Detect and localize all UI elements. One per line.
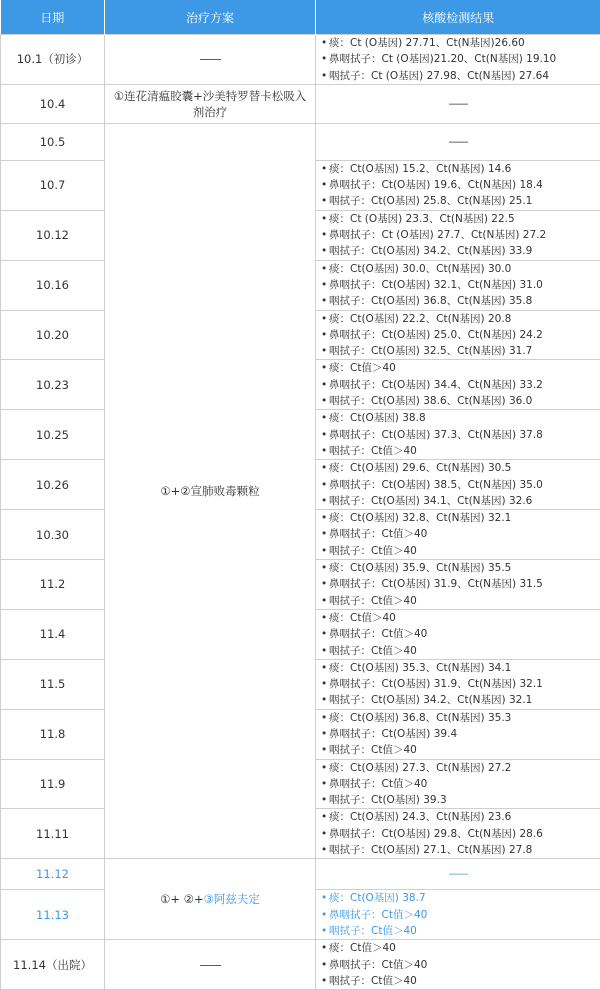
table-row xyxy=(1,940,600,990)
date-cell: 11.2 xyxy=(1,560,105,610)
date-cell: 10.12 xyxy=(1,210,105,260)
result-line: • 痰：Ct(O基因) 30.0、Ct(N基因) 30.0 xyxy=(321,261,600,277)
result-cell xyxy=(316,410,600,460)
result-line: • 鼻咽拭子：Ct (O基因)21.20、Ct(N基因) 19.10 xyxy=(321,51,600,67)
result-line: • 鼻咽拭子：Ct(O基因) 32.1、Ct(N基因) 31.0 xyxy=(321,277,600,293)
result-line: • 鼻咽拭子：Ct值＞40 xyxy=(321,626,600,642)
date-cell: 11.5 xyxy=(1,659,105,709)
date-cell: 10.25 xyxy=(1,410,105,460)
result-line: • 咽拭子：Ct值＞40 xyxy=(321,973,600,989)
treatment-prefix: ①+ ②+ xyxy=(160,892,204,906)
result-line: • 痰：Ct(O基因) 24.3、Ct(N基因) 23.6 xyxy=(321,809,600,825)
treatment-highlight: ③阿兹夫定 xyxy=(204,892,260,906)
date-cell: 11.12 xyxy=(1,859,105,890)
table-header-row xyxy=(1,0,600,35)
result-line: • 痰：Ct (O基因) 23.3、Ct(N基因) 22.5 xyxy=(321,211,600,227)
result-cell xyxy=(316,940,600,990)
result-line: • 痰：Ct值＞40 xyxy=(321,610,600,626)
result-line: • 鼻咽拭子：Ct值＞40 xyxy=(321,526,600,542)
result-line: • 鼻咽拭子：Ct(O基因) 38.5、Ct(N基因) 35.0 xyxy=(321,477,600,493)
treatment-cell xyxy=(105,859,316,940)
date-cell: 11.9 xyxy=(1,759,105,809)
date-cell: 10.23 xyxy=(1,360,105,410)
result-cell: —— xyxy=(316,84,600,123)
result-line: • 鼻咽拭子：Ct(O基因) 39.4 xyxy=(321,726,600,742)
result-line: • 鼻咽拭子：Ct (O基因) 27.7、Ct(N基因) 27.2 xyxy=(321,227,600,243)
result-line: • 鼻咽拭子：Ct(O基因) 37.3、Ct(N基因) 37.8 xyxy=(321,427,600,443)
result-cell xyxy=(316,310,600,360)
result-line: • 鼻咽拭子：Ct值＞40 xyxy=(321,776,600,792)
result-line: • 咽拭子：Ct值＞40 xyxy=(321,742,600,758)
result-cell xyxy=(316,890,600,940)
date-cell: 10.30 xyxy=(1,510,105,560)
date-cell: 10.20 xyxy=(1,310,105,360)
table-row xyxy=(1,84,600,123)
date-cell: 11.14（出院） xyxy=(1,940,105,990)
header-result: 核酸检测结果 xyxy=(316,0,600,35)
result-cell: —— xyxy=(316,123,600,160)
table-row xyxy=(1,35,600,85)
result-cell xyxy=(316,659,600,709)
result-line: • 鼻咽拭子：Ct(O基因) 31.9、Ct(N基因) 31.5 xyxy=(321,576,600,592)
result-line: • 痰：Ct(O基因) 22.2、Ct(N基因) 20.8 xyxy=(321,311,600,327)
treatment-cell: ①连花清瘟胶囊+沙美特罗替卡松吸入剂治疗 xyxy=(105,84,316,123)
header-date: 日期 xyxy=(1,0,105,35)
result-line: • 痰：Ct(O基因) 32.8、Ct(N基因) 32.1 xyxy=(321,510,600,526)
result-line: • 鼻咽拭子：Ct值＞40 xyxy=(321,907,600,923)
date-cell: 10.16 xyxy=(1,260,105,310)
result-line: • 咽拭子：Ct(O基因) 25.8、Ct(N基因) 25.1 xyxy=(321,193,600,209)
result-line: • 痰：Ct(O基因) 35.3、Ct(N基因) 34.1 xyxy=(321,660,600,676)
result-line: • 鼻咽拭子：Ct(O基因) 25.0、Ct(N基因) 24.2 xyxy=(321,327,600,343)
date-cell: 11.11 xyxy=(1,809,105,859)
result-line: • 咽拭子：Ct值＞40 xyxy=(321,923,600,939)
result-line: • 咽拭子：Ct(O基因) 38.6、Ct(N基因) 36.0 xyxy=(321,393,600,409)
result-line: • 咽拭子：Ct值＞40 xyxy=(321,443,600,459)
result-line: • 咽拭子：Ct(O基因) 27.1、Ct(N基因) 27.8 xyxy=(321,842,600,858)
result-line: • 痰：Ct值＞40 xyxy=(321,940,600,956)
result-cell xyxy=(316,35,600,85)
table-row xyxy=(1,859,600,890)
date-cell: 11.13 xyxy=(1,890,105,940)
result-cell xyxy=(316,510,600,560)
result-cell xyxy=(316,560,600,610)
result-cell xyxy=(316,160,600,210)
date-cell: 10.26 xyxy=(1,460,105,510)
result-line: • 咽拭子：Ct(O基因) 34.2、Ct(N基因) 33.9 xyxy=(321,243,600,259)
date-cell: 10.4 xyxy=(1,84,105,123)
result-line: • 痰：Ct(O基因) 36.8、Ct(N基因) 35.3 xyxy=(321,710,600,726)
result-cell xyxy=(316,809,600,859)
result-line: • 咽拭子：Ct(O基因) 36.8、Ct(N基因) 35.8 xyxy=(321,293,600,309)
result-line: • 鼻咽拭子：Ct(O基因) 34.4、Ct(N基因) 33.2 xyxy=(321,377,600,393)
result-line: • 鼻咽拭子：Ct(O基因) 29.8、Ct(N基因) 28.6 xyxy=(321,826,600,842)
date-cell: 10.5 xyxy=(1,123,105,160)
result-line: • 鼻咽拭子：Ct(O基因) 19.6、Ct(N基因) 18.4 xyxy=(321,177,600,193)
result-line: • 咽拭子：Ct(O基因) 39.3 xyxy=(321,792,600,808)
result-cell xyxy=(316,260,600,310)
result-line: • 咽拭子：Ct(O基因) 34.2、Ct(N基因) 32.1 xyxy=(321,692,600,708)
result-cell xyxy=(316,360,600,410)
result-line: • 咽拭子：Ct (O基因) 27.98、Ct(N基因) 27.64 xyxy=(321,68,600,84)
result-cell xyxy=(316,460,600,510)
result-line: • 痰：Ct(O基因) 29.6、Ct(N基因) 30.5 xyxy=(321,460,600,476)
treatment-cell: —— xyxy=(105,35,316,85)
result-cell xyxy=(316,759,600,809)
result-line: • 痰：Ct值＞40 xyxy=(321,360,600,376)
date-cell: 10.7 xyxy=(1,160,105,210)
result-cell xyxy=(316,609,600,659)
result-line: • 痰：Ct(O基因) 15.2、Ct(N基因) 14.6 xyxy=(321,161,600,177)
result-line: • 痰：Ct(O基因) 27.3、Ct(N基因) 27.2 xyxy=(321,760,600,776)
result-line: • 鼻咽拭子：Ct值＞40 xyxy=(321,957,600,973)
result-line: • 咽拭子：Ct(O基因) 34.1、Ct(N基因) 32.6 xyxy=(321,493,600,509)
result-cell xyxy=(316,210,600,260)
table-row xyxy=(1,123,600,160)
result-line: • 痰：Ct (O基因) 27.71、Ct(N基因)26.60 xyxy=(321,35,600,51)
result-cell: —— xyxy=(316,859,600,890)
result-line: • 咽拭子：Ct值＞40 xyxy=(321,593,600,609)
result-line: • 咽拭子：Ct值＞40 xyxy=(321,643,600,659)
result-line: • 咽拭子：Ct(O基因) 32.5、Ct(N基因) 31.7 xyxy=(321,343,600,359)
result-line: • 鼻咽拭子：Ct(O基因) 31.9、Ct(N基因) 32.1 xyxy=(321,676,600,692)
result-cell xyxy=(316,709,600,759)
result-line: • 痰：Ct(O基因) 38.7 xyxy=(321,890,600,906)
result-line: • 痰：Ct(O基因) 35.9、Ct(N基因) 35.5 xyxy=(321,560,600,576)
result-line: • 咽拭子：Ct值＞40 xyxy=(321,543,600,559)
date-cell: 11.4 xyxy=(1,609,105,659)
treatment-cell: —— xyxy=(105,940,316,990)
date-cell: 10.1（初诊） xyxy=(1,35,105,85)
header-treatment: 治疗方案 xyxy=(105,0,316,35)
result-line: • 痰：Ct(O基因) 38.8 xyxy=(321,410,600,426)
treatment-cell: ①+②宣肺败毒颗粒 xyxy=(105,123,316,858)
date-cell: 11.8 xyxy=(1,709,105,759)
